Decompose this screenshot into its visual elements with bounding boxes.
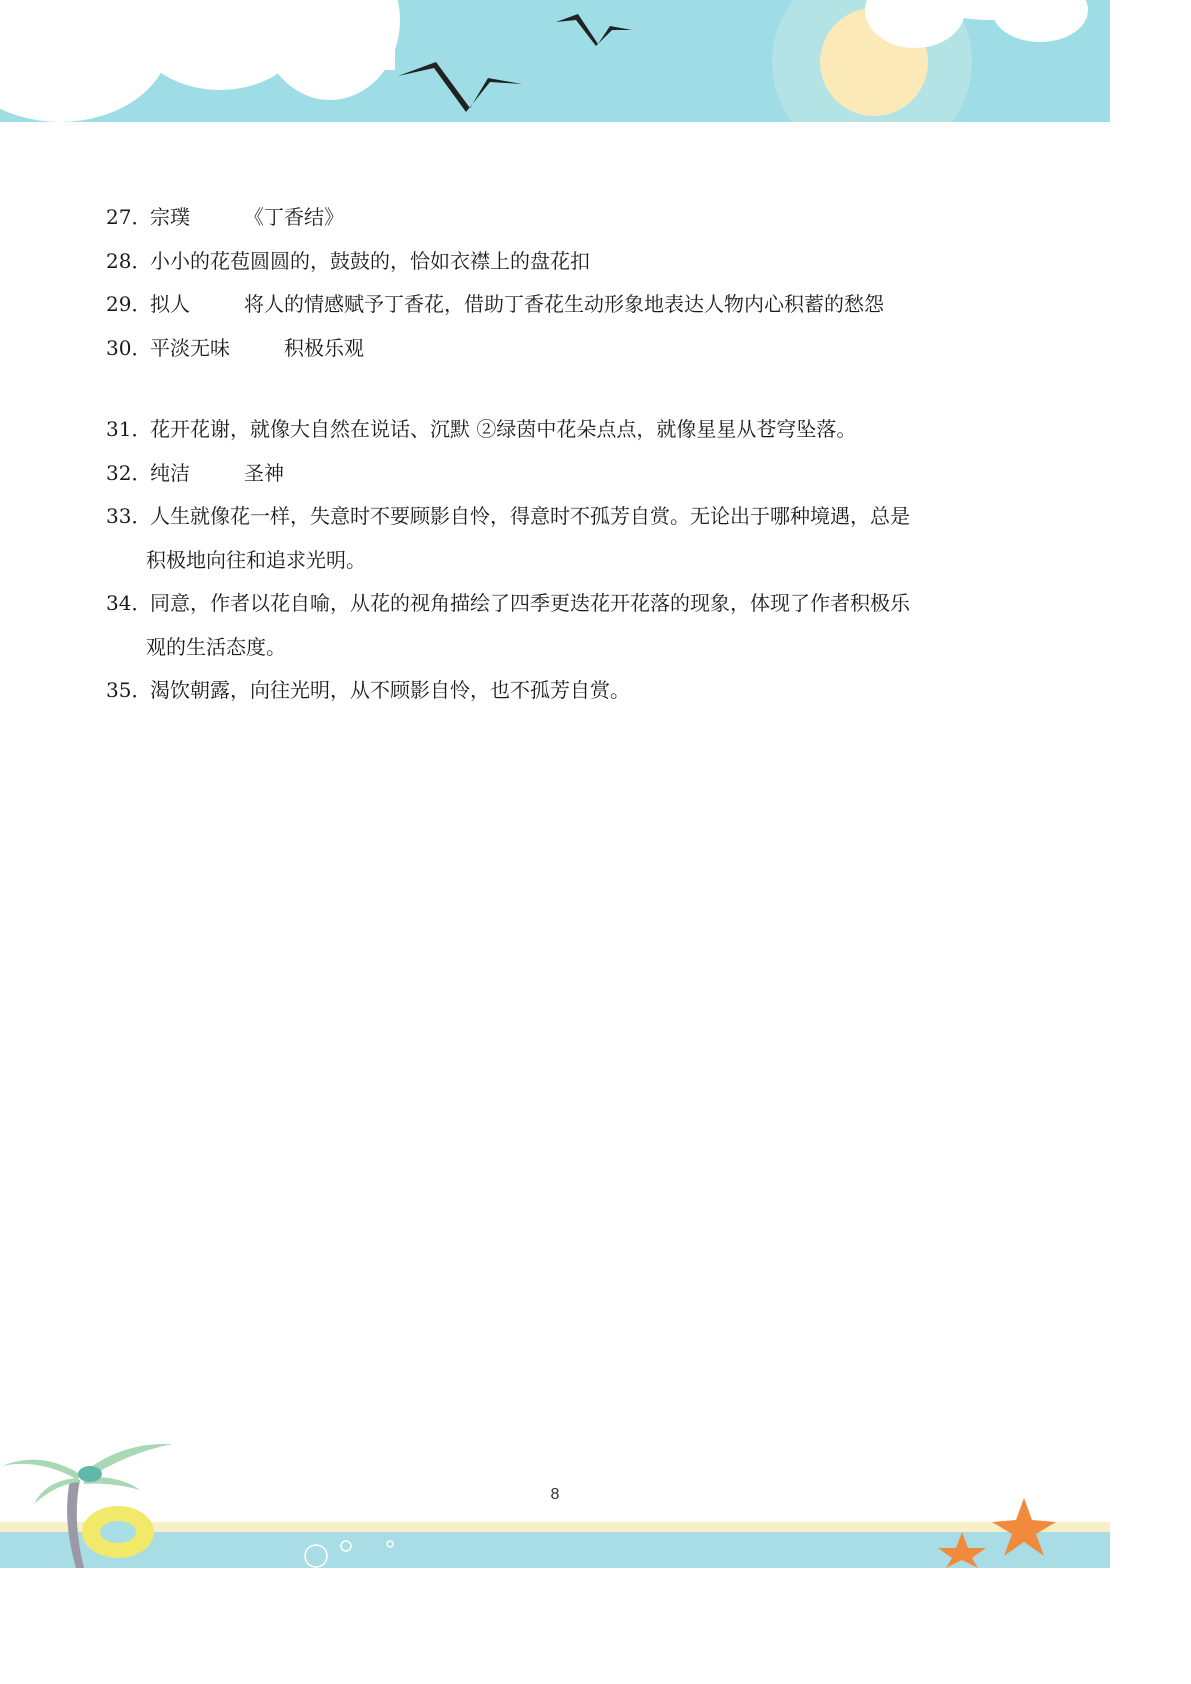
answer-34 bbox=[106, 582, 1006, 669]
answer-number: 30． bbox=[106, 335, 152, 360]
answer-number: 31． bbox=[106, 417, 152, 441]
answer-text: 圣神 bbox=[244, 460, 284, 485]
answer-number: 33． bbox=[106, 504, 152, 528]
answer-text: 花开花谢，就像大自然在说话、沉默 ②绿茵中花朵点点，就像星星从苍穹坠落。 bbox=[150, 417, 857, 441]
answer-33 bbox=[106, 495, 1006, 582]
answer-number: 32． bbox=[106, 460, 152, 485]
answer-list bbox=[106, 196, 1006, 713]
answer-27 bbox=[106, 196, 1006, 240]
swim-ring-icon bbox=[82, 1506, 154, 1558]
answer-35 bbox=[106, 669, 1006, 713]
answer-31 bbox=[106, 408, 1006, 452]
answer-30 bbox=[106, 327, 1006, 371]
answer-number: 34． bbox=[106, 591, 152, 615]
answer-text-line: 观的生活态度。 bbox=[146, 634, 286, 659]
header-bottom-edge bbox=[0, 122, 1110, 130]
sand-strip bbox=[0, 1522, 1110, 1532]
answer-text: 小小的花苞圆圆的，鼓鼓的，恰如衣襟上的盘花扣 bbox=[150, 248, 590, 273]
answer-text: 积极乐观 bbox=[284, 335, 364, 360]
answer-number: 35． bbox=[106, 678, 152, 702]
header-sky-banner bbox=[0, 0, 1110, 130]
answer-text: 纯洁 bbox=[150, 460, 190, 485]
answer-32 bbox=[106, 452, 1006, 496]
answer-text: 宗璞 bbox=[150, 205, 190, 229]
answer-text-line: 同意，作者以花自喻，从花的视角描绘了四季更迭花开花落的现象，体现了作者积极乐 bbox=[150, 591, 910, 615]
answer-29 bbox=[106, 283, 1006, 327]
answer-text-line: 积极地向往和追求光明。 bbox=[146, 547, 366, 572]
answer-text: 拟人 bbox=[150, 292, 190, 316]
answer-text: 渴饮朝露，向往光明，从不顾影自怜，也不孤芳自赏。 bbox=[150, 678, 630, 702]
page-number: 8 bbox=[550, 1486, 560, 1503]
answer-number: 29． bbox=[106, 292, 152, 316]
answer-text: 《丁香结》 bbox=[244, 205, 344, 229]
answer-number: 28． bbox=[106, 248, 152, 273]
answer-28 bbox=[106, 240, 1006, 284]
footer-beach-banner bbox=[0, 1440, 1110, 1568]
section-spacer bbox=[106, 370, 1006, 408]
answer-number: 27． bbox=[106, 205, 152, 229]
answer-text-line: 人生就像花一样，失意时不要顾影自怜，得意时不孤芳自赏。无论出于哪种境遇，总是 bbox=[150, 504, 910, 528]
answer-text: 平淡无味 bbox=[150, 335, 230, 360]
answer-text: 将人的情感赋予丁香花，借助丁香花生动形象地表达人物内心积蓄的愁怨 bbox=[244, 292, 884, 316]
